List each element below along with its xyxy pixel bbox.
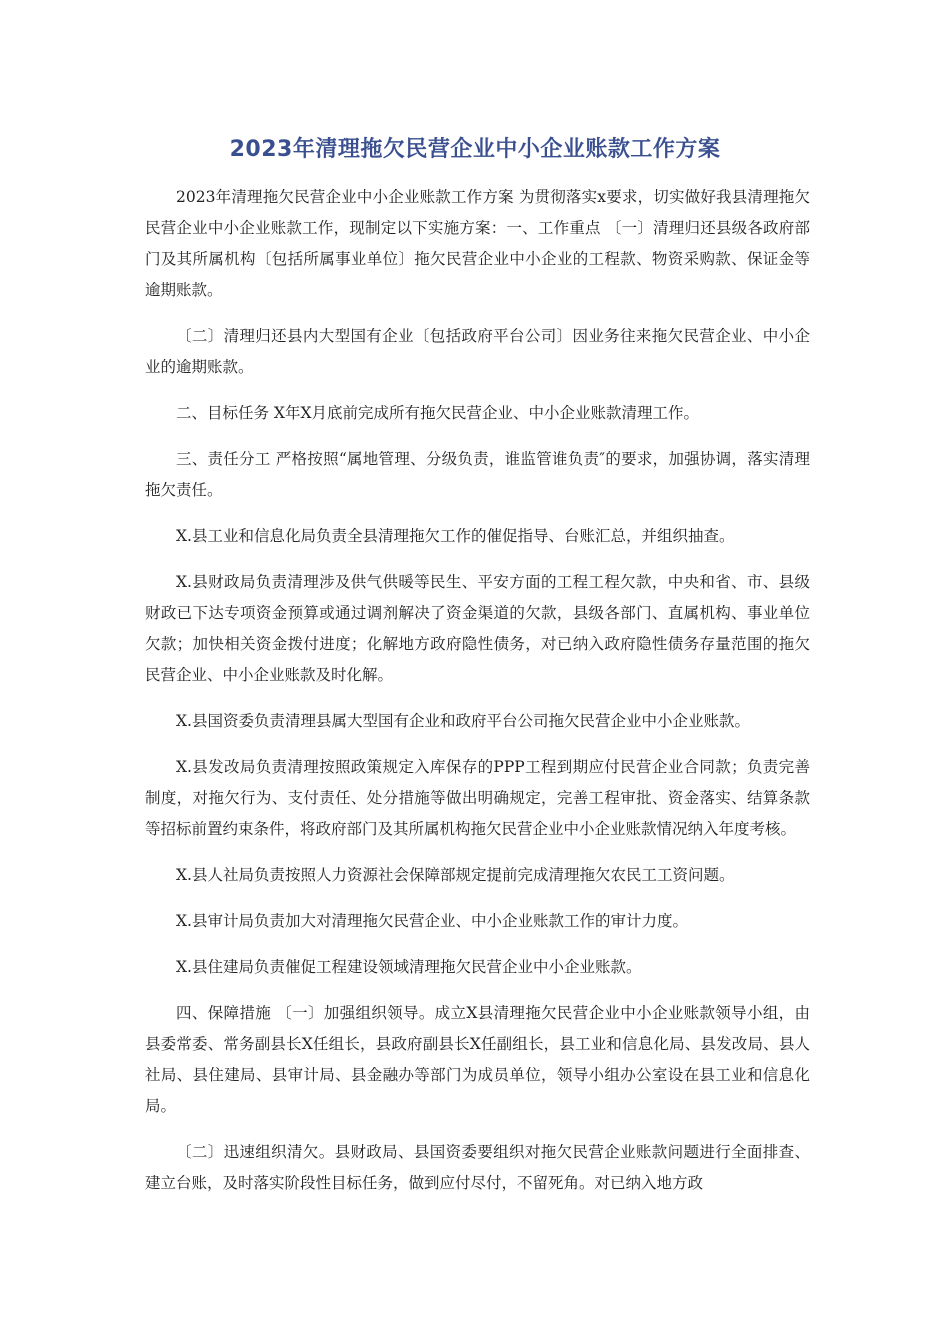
paragraph: X.县工业和信息化局负责全县清理拖欠工作的催促指导、台账汇总，并组织抽查。: [176, 527, 735, 545]
document-body: [145, 182, 810, 1214]
paragraph: X.县国资委负责清理县属大型国有企业和政府平台公司拖欠民营企业中小企业账款。: [176, 712, 750, 730]
paragraph: 〔二〕迅速组织清欠。县财政局、县国资委要组织对拖欠民营企业账款问题进行全面排查、建立台账，及时落实阶段性目标任务，做到应付尽付，不留死角。对已纳入地方政: [145, 1143, 810, 1192]
paragraph: X.县发改局负责清理按照政策规定入库保存的PPP工程到期应付民营企业合同款；负责完善制度，对拖欠行为、支付责任、处分措施等做出明确规定，完善工程审批、资金落实、结算条款等招标前置约束条件，将政府部门及其所属机构拖欠民营企业中小企业账款情况纳入年度考核。: [145, 758, 810, 838]
paragraph: X.县人社局负责按照人力资源社会保障部规定提前完成清理拖欠农民工工资问题。: [176, 866, 735, 884]
paragraph: X.县住建局负责催促工程建设领域清理拖欠民营企业中小企业账款。: [176, 958, 642, 976]
paragraph: X.县财政局负责清理涉及供气供暖等民生、平安方面的工程工程欠款，中央和省、市、县级财政已下达专项资金预算或通过调剂解决了资金渠道的欠款，县级各部门、直属机构、事业单位欠款；加快相关资金拨付进度；化解地方政府隐性债务，对已纳入政府隐性债务存量范围的拖欠民营企业、中小企业账款及时化解。: [145, 573, 810, 684]
paragraph: 三、责任分工 严格按照“属地管理、分级负责，谁监管谁负责″的要求，加强协调，落实清理拖欠责任。: [145, 450, 810, 499]
paragraph: X.县审计局负责加大对清理拖欠民营企业、中小企业账款工作的审计力度。: [176, 912, 688, 930]
paragraph: 二、目标任务 X年X月底前完成所有拖欠民营企业、中小企业账款清理工作。: [176, 404, 699, 422]
paragraph: 四、保障措施 〔一〕加强组织领导。成立X县清理拖欠民营企业中小企业账款领导小组，由县委常委、常务副县长X任组长，县政府副县长X任副组长，县工业和信息化局、县发改局、县人社局、县住建局、县审计局、县金融办等部门为成员单位，领导小组办公室设在县工业和信息化局。: [145, 1004, 810, 1115]
paragraph: 〔二〕清理归还县内大型国有企业〔包括政府平台公司〕因业务往来拖欠民营企业、中小企业的逾期账款。: [145, 327, 810, 376]
paragraph: 2023年清理拖欠民营企业中小企业账款工作方案 为贯彻落实x要求，切实做好我县清理拖欠民营企业中小企业账款工作，现制定以下实施方案：一、工作重点 〔一〕清理归还县级各政府部门及其所属机构〔包括所属事业单位〕拖欠民营企业中小企业的工程款、物资采购款、保证金等逾期账款。: [145, 188, 810, 299]
document-title: 2023年清理拖欠民营企业中小企业账款工作方案: [229, 137, 721, 162]
